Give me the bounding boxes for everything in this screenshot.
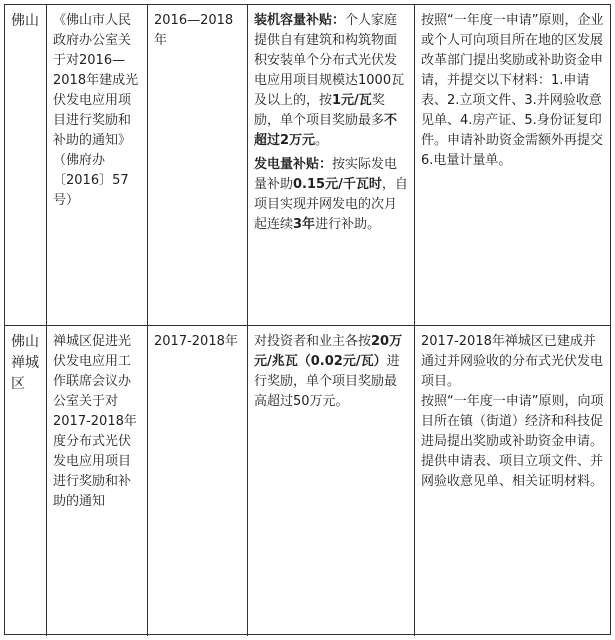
capacity-subsidy-text: 个人家庭提供自有建筑和构筑物面积安装单个分布式光伏发电应用项目规模达1000瓦及以上的，按	[254, 13, 405, 108]
policy-cell	[47, 326, 148, 636]
capacity-subsidy-cap: 不超过2万元	[254, 113, 398, 148]
generation-subsidy	[254, 155, 408, 235]
subsidy-cell	[248, 326, 415, 636]
generation-subsidy-years: 3年	[293, 217, 316, 232]
investment-subsidy	[254, 332, 408, 412]
capacity-subsidy-end: 。	[315, 133, 329, 148]
generation-subsidy-text-2: ，自项目实现并网发电的次月起连续	[254, 177, 408, 232]
period-text: 2016—2018年	[154, 13, 234, 48]
policy-cell	[47, 5, 148, 325]
procedure-steps: 按照“一年度一申请”原则，向项目所在镇（街道）经济和科技促进局提出奖励或补助资金申请。提供申请表、项目立项文件、并网验收意见单、相关证明材料。	[421, 394, 604, 489]
policy-title: 禅城区促进光伏发电应用工作联席会议办公室关于对2017-2018年度分布式光伏发电应用项目进行奖励和补助的通知	[53, 334, 137, 509]
investment-subsidy-rate: 20万元/兆瓦（0.02元/瓦）	[254, 334, 403, 369]
region-label: 佛山禅城区	[11, 334, 39, 392]
subsidy-cell	[248, 5, 415, 325]
procedure-cell	[415, 5, 612, 325]
procedure-scope: 2017-2018年禅城区已建成并通过并网验收的分布式光伏发电项目。	[421, 334, 604, 389]
procedure-cell	[415, 326, 612, 636]
capacity-subsidy-rate: 1元/瓦	[332, 93, 372, 108]
period-cell	[148, 5, 248, 325]
capacity-subsidy-text-2: 奖励，单个项目奖励最多	[254, 93, 385, 128]
policy-table	[4, 4, 611, 635]
period-text: 2017-2018年	[154, 334, 238, 349]
region-label: 佛山	[11, 13, 39, 29]
table-row-chancheng	[5, 326, 610, 636]
generation-subsidy-title: 发电量补贴：	[254, 157, 333, 172]
generation-subsidy-end: 进行补助。	[315, 217, 381, 232]
region-cell	[5, 326, 47, 636]
table-row-foshan	[5, 5, 610, 326]
region-cell	[5, 5, 47, 325]
period-cell	[148, 326, 248, 636]
investment-subsidy-text-2: 进行奖励，单个项目奖励最高超过50万元。	[254, 354, 400, 409]
capacity-subsidy-title: 装机容量补贴：	[254, 13, 346, 28]
procedure-text: 按照“一年度一申请”原则，企业或个人可向项目所在地的区发展改革部门提出奖励或补助资金申请，并提交以下材料：1.申请表、2.立项文件、3.并网验收意见单、4.房产证、5.身份证复印件。申请补助资金需额外再提交6.电量计量单。	[421, 13, 604, 168]
generation-subsidy-text: 按实际发电量补助	[254, 157, 398, 192]
policy-title: 《佛山市人民政府办公室关于对2016—2018年建成光伏发电应用项目进行奖励和补助的通知》（佛府办〔2016〕57号）	[53, 13, 139, 208]
capacity-subsidy	[254, 11, 408, 151]
investment-subsidy-text: 对投资者和业主各按	[254, 334, 372, 349]
generation-subsidy-rate: 0.15元/千瓦时	[293, 177, 382, 192]
